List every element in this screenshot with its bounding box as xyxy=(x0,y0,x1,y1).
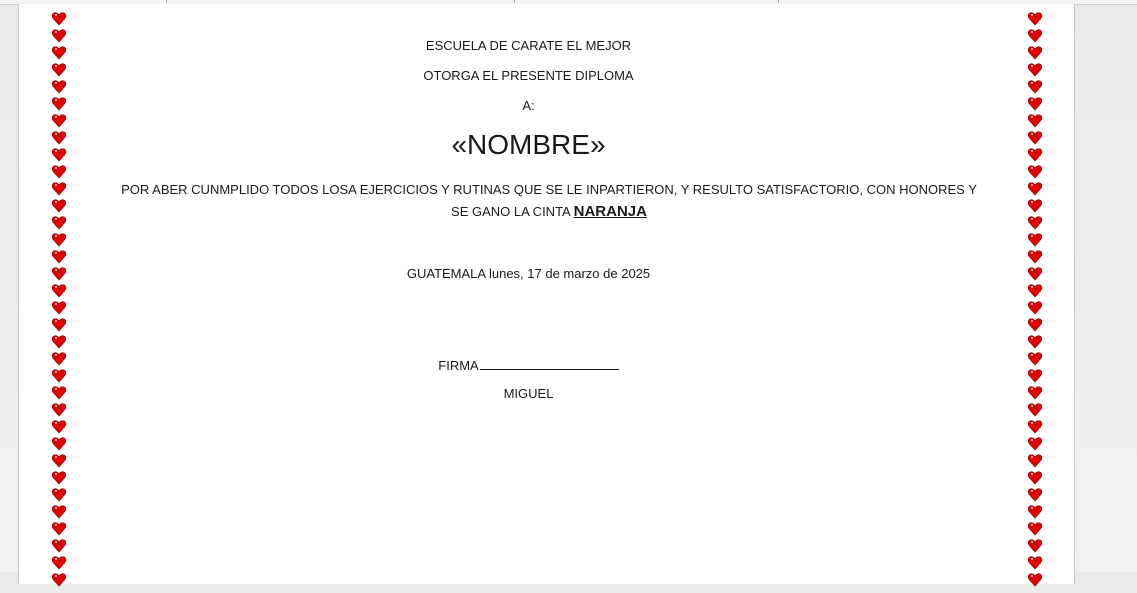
signature-blank xyxy=(480,356,619,370)
reason-paragraph xyxy=(114,179,984,223)
heart-icon xyxy=(1027,180,1043,197)
heart-icon xyxy=(1027,401,1043,418)
heart-icon xyxy=(51,163,67,180)
heart-icon xyxy=(51,537,67,554)
school-name: ESCUELA DE CARATE EL MEJOR xyxy=(425,38,632,53)
heart-icon xyxy=(1027,333,1043,350)
heart-icon xyxy=(51,299,67,316)
heart-icon xyxy=(51,10,67,27)
heart-icon xyxy=(51,248,67,265)
heart-icon xyxy=(51,452,67,469)
heart-icon xyxy=(1027,554,1043,571)
heart-icon xyxy=(1027,418,1043,435)
heart-icon xyxy=(51,282,67,299)
heart-icon xyxy=(1027,197,1043,214)
grants-line: OTORGA EL PRESENTE DIPLOMA xyxy=(423,68,634,83)
signature-label: FIRMA xyxy=(438,358,479,373)
heart-icon xyxy=(51,112,67,129)
ruler-tick xyxy=(166,0,167,3)
heart-icon xyxy=(1027,214,1043,231)
heart-icon xyxy=(1027,452,1043,469)
heart-icon xyxy=(51,469,67,486)
heart-icon xyxy=(1027,10,1043,27)
heart-icon xyxy=(51,231,67,248)
heart-icon xyxy=(51,571,67,588)
left-heart-border xyxy=(51,10,67,588)
belt-color: NARANJA xyxy=(573,203,647,220)
recipient-name-field[interactable]: «NOMBRE» xyxy=(451,129,606,160)
heart-icon xyxy=(1027,248,1043,265)
heart-icon xyxy=(51,401,67,418)
heart-icon xyxy=(1027,316,1043,333)
heart-icon xyxy=(51,486,67,503)
reason-text: POR ABER CUNMPLIDO TODOS LOSA EJERCICIOS Y RUTINAS QUE SE LE INPARTIERON, Y RESULTO SATISFACTORIO, CON HONORES Y SE GANO LA CINTA xyxy=(121,182,977,219)
heart-icon xyxy=(51,214,67,231)
heart-icon xyxy=(1027,282,1043,299)
heart-icon xyxy=(1027,231,1043,248)
heart-icon xyxy=(51,435,67,452)
signature-line xyxy=(1,356,1056,373)
ruler-tick xyxy=(514,0,515,3)
right-heart-border xyxy=(1027,10,1043,588)
heart-icon xyxy=(1027,469,1043,486)
document-page[interactable] xyxy=(18,4,1075,584)
heart-icon xyxy=(51,333,67,350)
heart-icon xyxy=(51,554,67,571)
heart-icon xyxy=(1027,435,1043,452)
heart-icon xyxy=(1027,486,1043,503)
heart-icon xyxy=(51,316,67,333)
heart-icon xyxy=(1027,163,1043,180)
heart-icon xyxy=(51,197,67,214)
heart-icon xyxy=(51,520,67,537)
place-date: GUATEMALA lunes, 17 de marzo de 2025 xyxy=(406,266,651,281)
heart-icon xyxy=(51,418,67,435)
signer-name: MIGUEL xyxy=(503,386,554,401)
heart-icon xyxy=(1027,112,1043,129)
ruler-tick xyxy=(778,0,779,3)
heart-icon xyxy=(1027,571,1043,588)
recipient-prefix: A: xyxy=(522,98,535,113)
heart-icon xyxy=(1027,520,1043,537)
heart-icon xyxy=(1027,537,1043,554)
heart-icon xyxy=(1027,503,1043,520)
heart-icon xyxy=(1027,299,1043,316)
heart-icon xyxy=(51,180,67,197)
heart-icon xyxy=(51,503,67,520)
